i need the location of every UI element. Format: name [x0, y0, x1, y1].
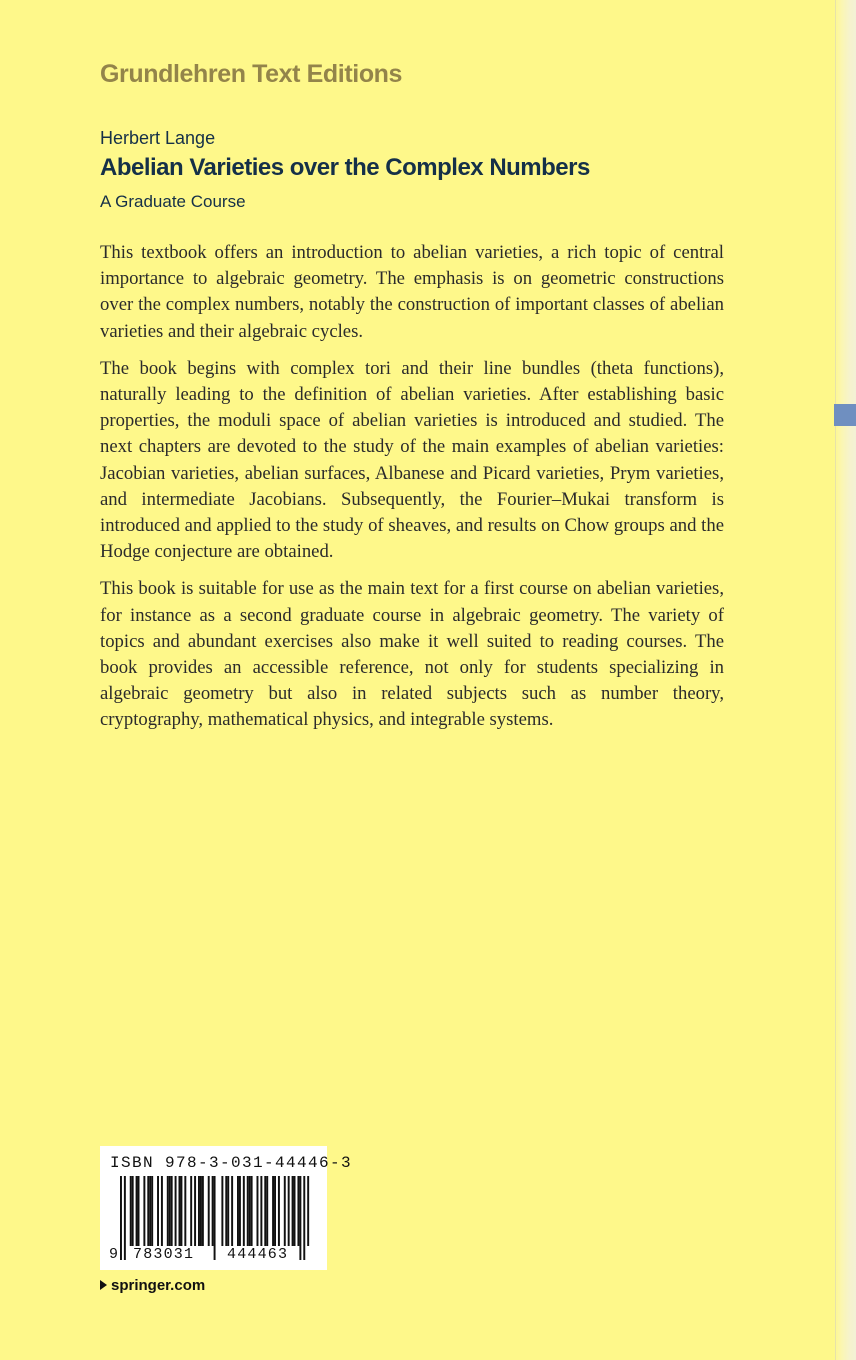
barcode-bar [284, 1176, 286, 1246]
barcode-bar [303, 1176, 305, 1260]
book-subtitle: A Graduate Course [100, 192, 246, 211]
barcode-bar [299, 1176, 301, 1260]
barcode-bar [167, 1176, 169, 1246]
barcode-bar [171, 1176, 173, 1246]
barcode-bar [266, 1176, 268, 1246]
barcode-bar [124, 1176, 126, 1260]
barcode-left-digits: 783031 [133, 1246, 195, 1263]
barcode-bar [138, 1176, 140, 1246]
barcode-bar [243, 1176, 245, 1246]
publisher-website-label: springer.com [111, 1277, 206, 1294]
barcode-first-digit: 9 [109, 1246, 119, 1263]
barcode-bar [149, 1176, 151, 1246]
barcode-bar [161, 1176, 163, 1246]
barcode-bar [157, 1176, 159, 1246]
barcode-bar [307, 1176, 309, 1246]
barcode-bar [239, 1176, 241, 1246]
barcode-bar [288, 1176, 290, 1246]
barcode-bar [180, 1176, 182, 1246]
book-title: Abelian Varieties over the Complex Numbers [100, 154, 590, 181]
barcode-bar [212, 1176, 214, 1246]
barcode-bar [272, 1176, 274, 1246]
barcode-bar [208, 1176, 210, 1246]
barcode-bar [257, 1176, 259, 1246]
publisher-website[interactable] [100, 1277, 205, 1294]
barcode-bar [264, 1176, 266, 1246]
barcode-bar [179, 1176, 181, 1246]
barcode-bar [200, 1176, 202, 1246]
isbn-label: ISBN 978-3-031-44446-3 [110, 1154, 353, 1172]
barcode-bar [202, 1176, 204, 1246]
barcode-bar [249, 1176, 251, 1246]
barcode-bar [136, 1176, 138, 1246]
barcode-bar [221, 1176, 223, 1246]
blurb-paragraph-1: This textbook offers an introduction to abelian varieties, a rich topic of central importance to algebraic geometry. The emphasis is on geometric constructions over the complex numbers, notably the construction of important classes of abelian varieties and their algebraic cycles. [100, 242, 724, 342]
blurb-paragraph-2: The book begins with complex tori and their line bundles (theta functions), naturally leading to the definition of abelian varieties. After establishing basic properties, the moduli space of abelian varieties is introduced and studied. The next chapters are devoted to the study of the main examples of abelian varieties: Jacobian varieties, abelian surfaces, Albanese and Picard varieties, Prym varieties, and intermediate Jacobians. Subsequently, the Fourier–Mukai transform is introduced and applied to the study of sheaves, and results on Chow groups and the Hodge conjecture are obtained. [100, 357, 724, 563]
barcode-bar [214, 1176, 216, 1260]
barcode-bar [194, 1176, 196, 1246]
barcode-bar [120, 1176, 122, 1260]
barcode-bar [247, 1176, 249, 1246]
barcode-bar [151, 1176, 153, 1246]
barcode-bar [274, 1176, 276, 1246]
barcode-bar [190, 1176, 192, 1246]
barcode-bar [169, 1176, 171, 1246]
barcode-bar [198, 1176, 200, 1246]
spine-color-tab [834, 404, 856, 426]
author-name: Herbert Lange [100, 128, 216, 148]
barcode-bar [227, 1176, 229, 1246]
blurb [100, 240, 724, 745]
barcode-bar [184, 1176, 186, 1246]
barcode-bar [278, 1176, 280, 1246]
series-title: Grundlehren Text Editions [100, 60, 403, 88]
spine-fold-line [835, 0, 836, 1360]
barcode-bar [147, 1176, 149, 1246]
barcode-bar [237, 1176, 239, 1246]
barcode-bar [143, 1176, 145, 1246]
arrow-right-icon [100, 1280, 107, 1290]
barcode-bar [251, 1176, 253, 1246]
barcode-bar [130, 1176, 132, 1246]
barcode-bar [231, 1176, 233, 1246]
blurb-paragraph-3: This book is suitable for use as the main text for a first course on abelian varieties, for instance as a second graduate course in algebraic geometry. The variety of topics and abundant exercises also make it well suited to reading courses. The book provides an accessible reference, not only for students specializing in algebraic geometry but also in related subjects such as number theory, cryptography, mathematical physics, and integrable systems. [100, 578, 724, 731]
barcode-bar [294, 1176, 296, 1246]
barcode-bar [132, 1176, 134, 1246]
barcode-bar [297, 1176, 299, 1246]
barcode-bar [260, 1176, 262, 1246]
spine-edge [834, 0, 856, 1360]
barcode-bar [292, 1176, 294, 1246]
barcode-bar [225, 1176, 227, 1246]
barcode-bar [175, 1176, 177, 1246]
barcode-right-digits: 444463 [227, 1246, 289, 1263]
